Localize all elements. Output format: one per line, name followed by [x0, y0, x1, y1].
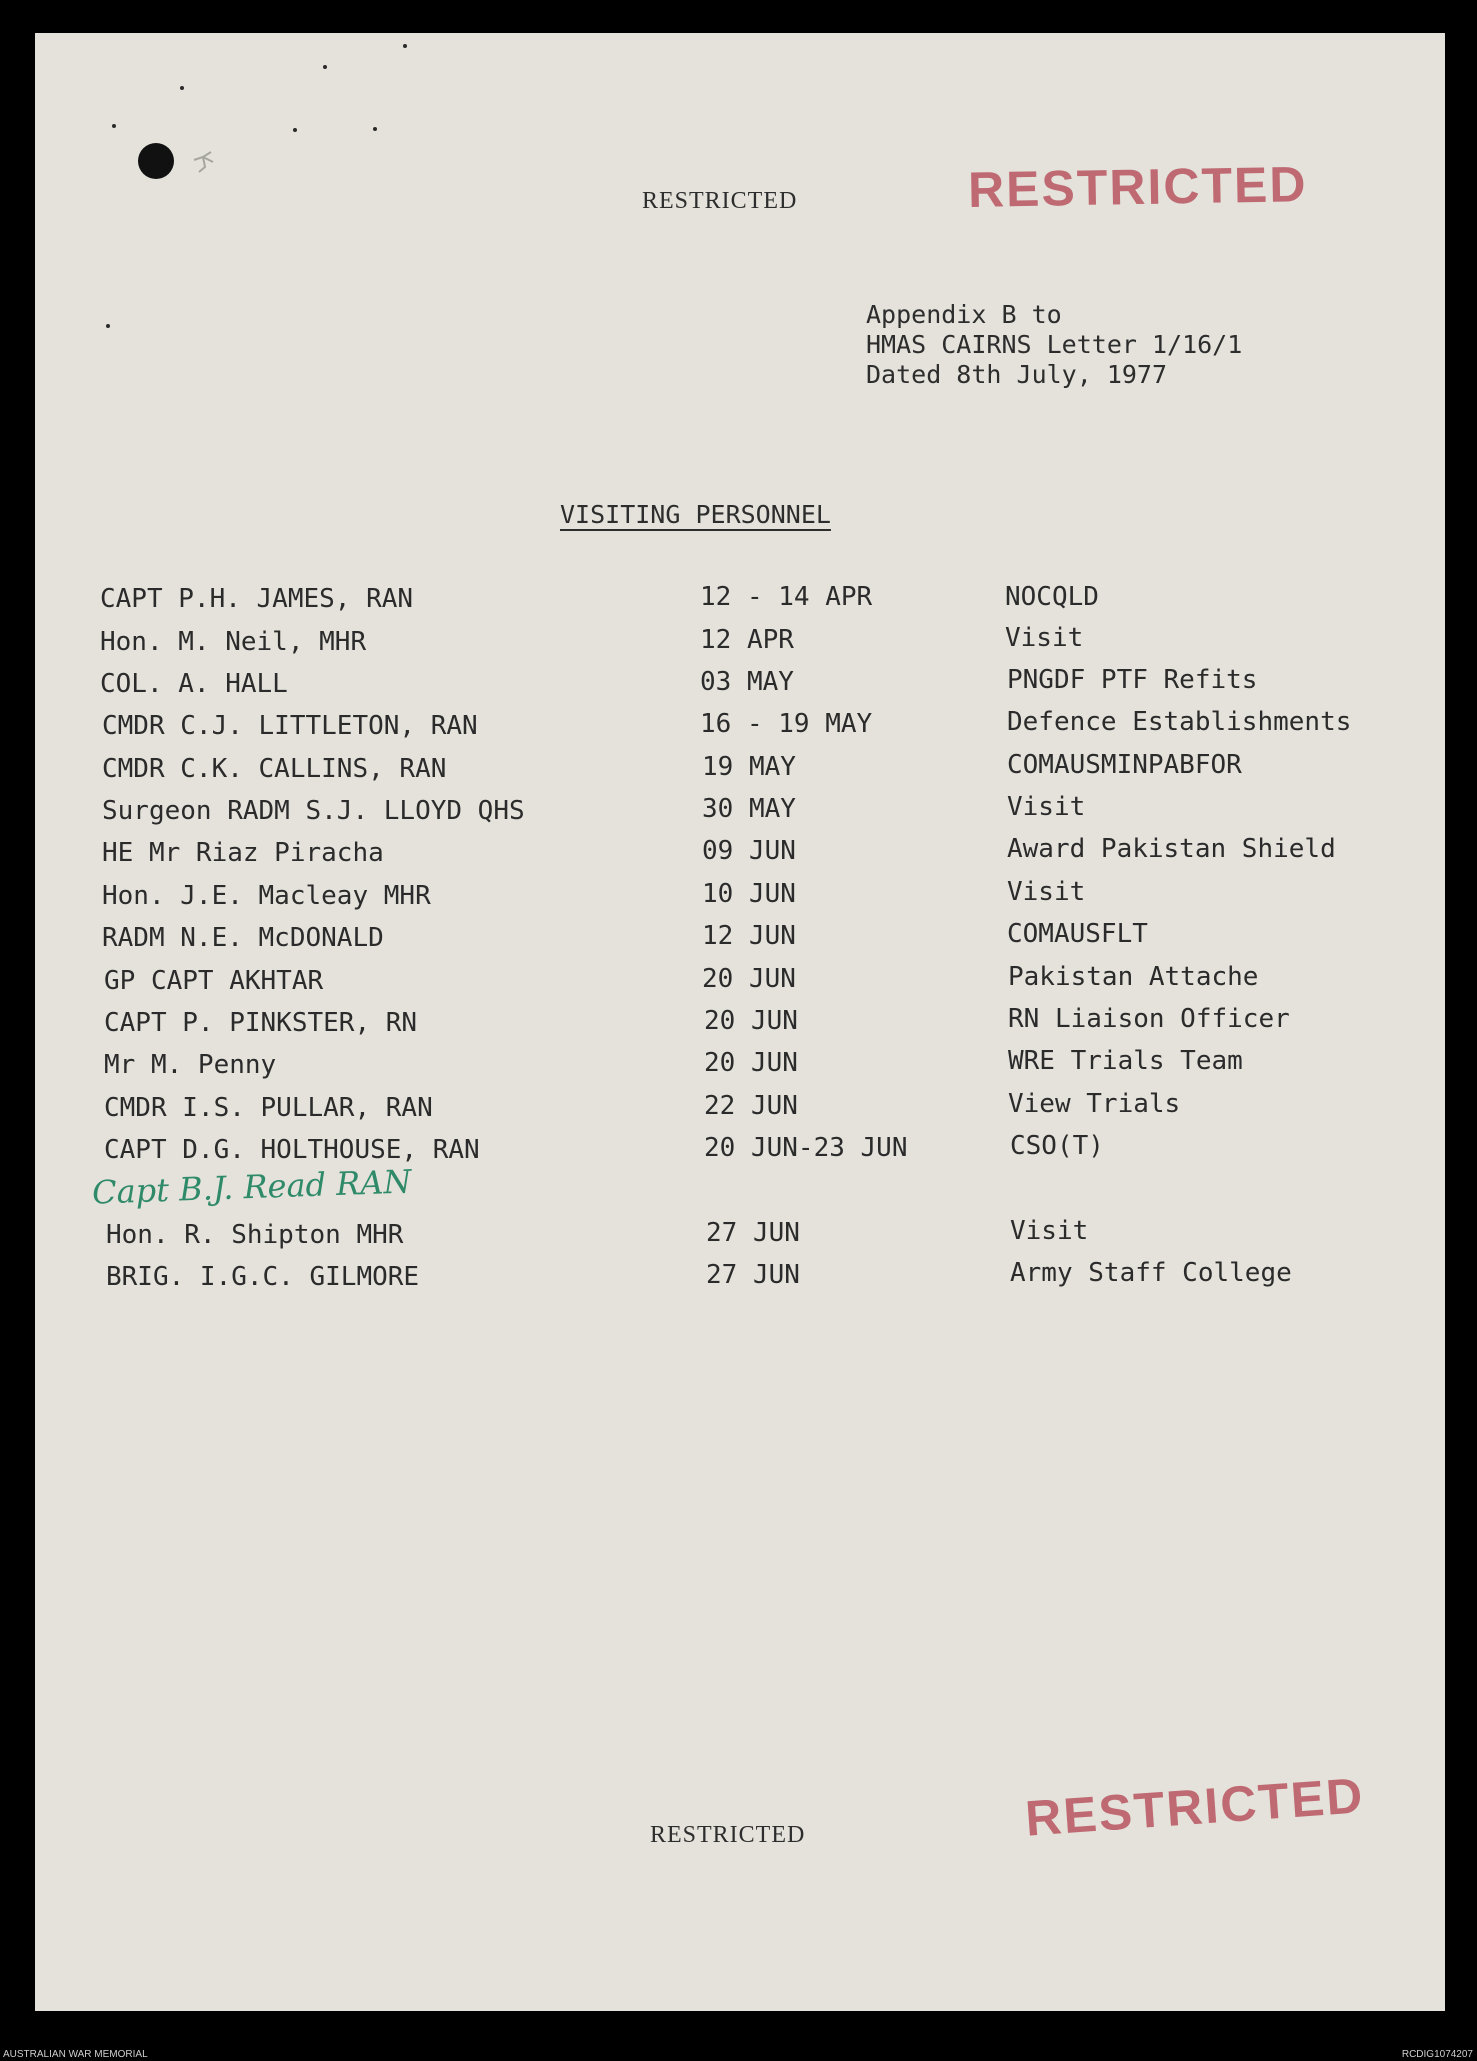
footer-restricted-label: RESTRICTED [650, 1822, 806, 1848]
header-restricted-stamp: RESTRICTED [967, 156, 1308, 218]
visitor-name: Hon. M. Neil, MHR [100, 627, 367, 657]
paper-speck [403, 44, 407, 48]
letter-date-line: Dated 8th July, 1977 [866, 360, 1168, 389]
visit-purpose: NOCQLD [1005, 582, 1099, 612]
document-title: VISITING PERSONNEL [560, 500, 831, 529]
paper-speck [180, 86, 184, 90]
visitor-name: HE Mr Riaz Piracha [102, 838, 384, 868]
archive-attribution: AUSTRALIAN WAR MEMORIAL [3, 2049, 148, 2060]
visitor-name: CMDR I.S. PULLAR, RAN [104, 1093, 433, 1123]
visitor-name: BRIG. I.G.C. GILMORE [106, 1262, 420, 1292]
visit-date: 16 - 19 MAY [700, 709, 873, 739]
visit-date: 12 APR [700, 625, 794, 655]
paper-speck [293, 128, 297, 132]
visit-date: 12 - 14 APR [700, 582, 873, 612]
paper-speck [106, 324, 110, 328]
footer-restricted-stamp: RESTRICTED [1023, 1767, 1367, 1847]
visitor-name: CMDR C.J. LITTLETON, RAN [102, 711, 478, 741]
visit-purpose: WRE Trials Team [1008, 1046, 1243, 1076]
visit-purpose: CSO(T) [1010, 1131, 1104, 1161]
archive-footer-bar [0, 2048, 1477, 2061]
visitor-name: COL. A. HALL [100, 669, 288, 699]
visitor-name: Mr M. Penny [104, 1050, 277, 1080]
visit-purpose: Defence Establishments [1007, 707, 1352, 737]
visit-date: 20 JUN-23 JUN [704, 1133, 908, 1163]
punch-hole [138, 143, 174, 179]
visit-purpose: Army Staff College [1010, 1258, 1292, 1288]
paper-speck [373, 127, 377, 131]
visit-date: 19 MAY [702, 752, 796, 782]
visitor-name: CAPT P.H. JAMES, RAN [100, 584, 414, 614]
visit-purpose: Award Pakistan Shield [1007, 834, 1336, 864]
visit-date: 12 JUN [702, 921, 796, 951]
visit-purpose: Visit [1010, 1216, 1089, 1246]
handwritten-addition: Capt B.J. Read RAN [91, 1162, 412, 1212]
visitor-name: Surgeon RADM S.J. LLOYD QHS [102, 796, 525, 826]
archive-item-id: RCDIG1074207 [1401, 2049, 1473, 2060]
visit-date: 20 JUN [702, 964, 796, 994]
paper-speck [323, 65, 327, 69]
appendix-reference-line: Appendix B to [866, 300, 1062, 329]
paper-speck [112, 124, 116, 128]
visitor-name: GP CAPT AKHTAR [104, 966, 324, 996]
paper-tear-mark [190, 148, 216, 174]
visit-date: 20 JUN [704, 1006, 798, 1036]
visitor-name: CMDR C.K. CALLINS, RAN [102, 754, 447, 784]
visit-date: 10 JUN [702, 879, 796, 909]
visitor-name: CAPT P. PINKSTER, RN [104, 1008, 418, 1038]
visit-purpose: View Trials [1008, 1089, 1181, 1119]
visit-date: 30 MAY [702, 794, 796, 824]
visit-date: 20 JUN [704, 1048, 798, 1078]
visitor-name: Hon. J.E. Macleay MHR [102, 881, 431, 911]
visit-purpose: Visit [1005, 623, 1084, 653]
visit-date: 27 JUN [706, 1260, 800, 1290]
header-restricted-label: RESTRICTED [642, 188, 798, 214]
visitor-name: Hon. R. Shipton MHR [106, 1220, 404, 1250]
visit-purpose: PNGDF PTF Refits [1007, 665, 1258, 695]
visit-date: 03 MAY [700, 667, 794, 697]
visitor-name: CAPT D.G. HOLTHOUSE, RAN [104, 1135, 480, 1165]
visit-purpose: COMAUSFLT [1007, 919, 1148, 949]
visit-purpose: Pakistan Attache [1008, 962, 1259, 992]
visit-purpose: Visit [1007, 792, 1086, 822]
visit-date: 09 JUN [702, 836, 796, 866]
visit-date: 22 JUN [704, 1091, 798, 1121]
visit-purpose: RN Liaison Officer [1008, 1004, 1290, 1034]
visit-date: 27 JUN [706, 1218, 800, 1248]
letter-reference-line: HMAS CAIRNS Letter 1/16/1 [866, 330, 1243, 359]
visit-purpose: COMAUSMINPABFOR [1007, 750, 1242, 780]
visitor-name: RADM N.E. McDONALD [102, 923, 384, 953]
visit-purpose: Visit [1007, 877, 1086, 907]
